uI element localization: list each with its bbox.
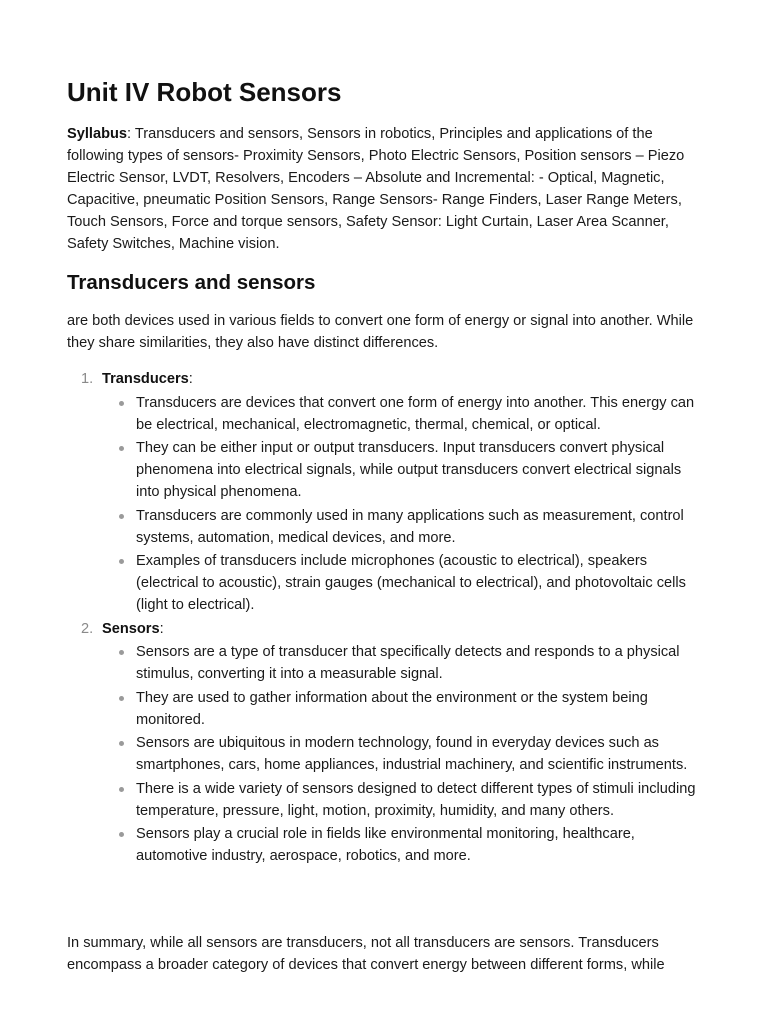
bullet-icon [119,650,124,655]
page-title: Unit IV Robot Sensors [67,77,342,107]
syllabus-paragraph [67,123,707,255]
bullet-text: Transducers are devices that convert one form of energy into another. This energy can be electrical, mechanical, electromagnetic, thermal, chemical, or optical. [136,394,695,433]
section-heading: Transducers and sensors [67,271,316,294]
list-item [102,641,707,685]
bullet-icon [119,446,124,451]
bullet-icon [119,741,124,746]
bullet-text: Sensors play a crucial role in fields like environmental monitoring, healthcare, automotive industry, aerospace, robotics, and more. [136,826,635,864]
summary-paragraph: In summary, while all sensors are transducers, not all transducers are sensors. Transducers encompass a broader category of devices that convert energy between different forms, while [67,935,665,973]
bullet-text: Examples of transducers include microphones (acoustic to electrical), speakers (electrical to acoustic), strain gauges (mechanical to electrical), and photovoltaic cells (light to electrical). [136,553,686,613]
list-item [102,732,707,776]
list-item [102,778,707,822]
bullet-text: Transducers are commonly used in many applications such as measurement, control systems, automation, medical devices, and more. [136,507,684,546]
syllabus-text: : Transducers and sensors, Sensors in robotics, Principles and applications of the following types of sensors- Proximity Sensors, Photo Electric Sensors, Position sensors – Piezo Electric Sensor, LVDT, Resolvers, Encoders – Absolute and Incremental: - Optical, Magnetic, Capacitive, pneumatic Position Sensors, Range Sensors- Range Finders, Laser Range Meters, Touch Sensors, Force and torque sensors, Safety Sensor: Light Curtain, Laser Area Scanner, Safety Switches, Machine vision. [67,126,685,252]
list-item [102,505,707,549]
bullet-icon [119,832,124,837]
transducers-bullets [102,392,707,617]
bullet-text: They can be either input or output transducers. Input transducers convert physical phenomena into electrical signals, while output transducers convert electrical signals into physical phenomena. [136,440,682,500]
bullet-text: Sensors are a type of transducer that specifically detects and responds to a physical stimulus, converting it into a measurable signal. [136,644,680,682]
bullet-icon [119,559,124,564]
list-item-label: Transducers [102,371,189,387]
bullet-text: Sensors are ubiquitous in modern technology, found in everyday devices such as smartphones, cars, home appliances, industrial machinery, and scientific instruments. [136,735,688,773]
bullet-icon [119,787,124,792]
list-item [102,687,707,731]
syllabus-label: Syllabus [67,126,128,142]
list-item-label: Sensors [102,620,160,637]
bullet-icon [119,401,124,406]
intro-paragraph: are both devices used in various fields to convert one form of energy or signal into another. While they share similarities, they also have distinct differences. [67,313,694,351]
list-item-transducers [67,368,707,616]
list-item [102,550,707,616]
bullet-text: There is a wide variety of sensors designed to detect different types of stimuli including temperature, pressure, light, motion, proximity, humidity, and many others. [136,780,696,819]
list-item-colon: : [159,620,164,637]
list-item [102,392,707,436]
bullet-text: They are used to gather information about the environment or the system being monitored. [136,689,648,728]
list-number: 2. [81,620,94,637]
definitions-list [67,368,707,869]
bullet-icon [119,514,124,519]
sensors-bullets [102,641,707,867]
bullet-icon [119,696,124,701]
list-item [102,437,707,503]
list-item-colon: : [188,371,193,387]
list-item-sensors [67,618,707,868]
list-item [102,823,707,867]
list-number: 1. [81,371,94,387]
